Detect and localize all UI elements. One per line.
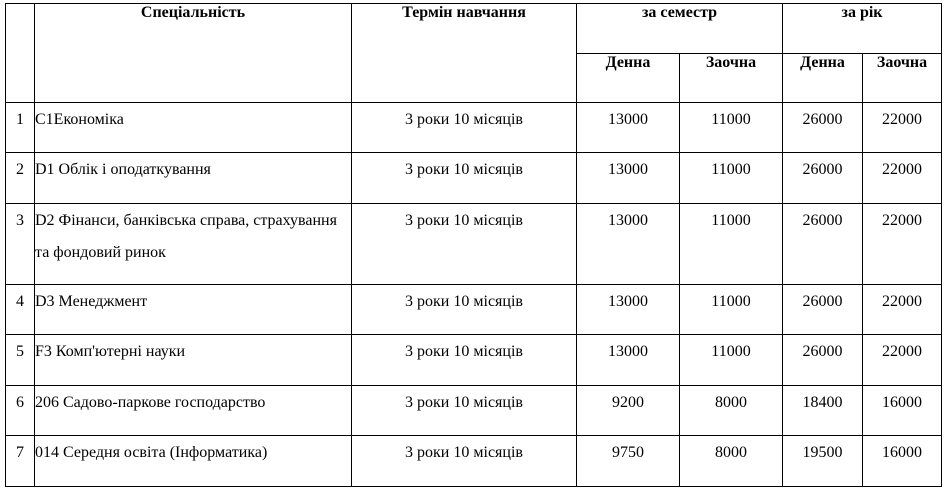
- table-row: [6, 103, 942, 153]
- row-year-day: 26000: [783, 103, 863, 153]
- row-year-extramural: 16000: [863, 436, 942, 487]
- row-semester-day: 13000: [577, 204, 680, 285]
- row-index: 6: [6, 386, 35, 436]
- row-term: 3 роки 10 місяців: [352, 204, 577, 285]
- header-specialty: Спеціальність: [35, 4, 352, 103]
- row-semester-extramural: 11000: [680, 204, 783, 285]
- row-semester-extramural: 11000: [680, 285, 783, 335]
- table-row: [6, 335, 942, 386]
- row-year-day: 26000: [783, 204, 863, 285]
- row-specialty: D2 Фінанси, банківська справа, страхування та фондовий ринок: [35, 204, 352, 285]
- table-row: [6, 204, 942, 285]
- row-year-day: 26000: [783, 285, 863, 335]
- row-specialty: F3 Комп'ютерні науки: [35, 335, 352, 386]
- row-term: 3 роки 10 місяців: [352, 103, 577, 153]
- row-year-day: 26000: [783, 153, 863, 204]
- row-index: 3: [6, 204, 35, 285]
- header-semester-extramural: Заочна: [680, 54, 783, 103]
- row-year-extramural: 16000: [863, 386, 942, 436]
- header-index: [6, 4, 35, 103]
- row-index: 1: [6, 103, 35, 153]
- table-row: [6, 436, 942, 487]
- row-semester-extramural: 8000: [680, 386, 783, 436]
- row-term: 3 роки 10 місяців: [352, 386, 577, 436]
- row-term: 3 роки 10 місяців: [352, 153, 577, 204]
- row-term: 3 роки 10 місяців: [352, 436, 577, 487]
- row-year-day: 26000: [783, 335, 863, 386]
- header-year-extramural: Заочна: [863, 54, 942, 103]
- row-specialty: C1Економіка: [35, 103, 352, 153]
- header-semester-day: Денна: [577, 54, 680, 103]
- table-row: [6, 386, 942, 436]
- row-year-extramural: 22000: [863, 103, 942, 153]
- row-specialty: D3 Менеджмент: [35, 285, 352, 335]
- row-year-day: 18400: [783, 386, 863, 436]
- row-year-extramural: 22000: [863, 153, 942, 204]
- row-index: 2: [6, 153, 35, 204]
- row-year-extramural: 22000: [863, 335, 942, 386]
- header-term: Термін навчання: [352, 4, 577, 103]
- row-semester-extramural: 11000: [680, 153, 783, 204]
- table-row: [6, 153, 942, 204]
- table-row: [6, 285, 942, 335]
- row-semester-extramural: 11000: [680, 103, 783, 153]
- row-semester-day: 13000: [577, 285, 680, 335]
- row-semester-day: 13000: [577, 335, 680, 386]
- row-year-extramural: 22000: [863, 204, 942, 285]
- row-semester-extramural: 11000: [680, 335, 783, 386]
- row-semester-day: 9750: [577, 436, 680, 487]
- tuition-table: [5, 3, 942, 487]
- row-year-day: 19500: [783, 436, 863, 487]
- row-year-extramural: 22000: [863, 285, 942, 335]
- header-per-year: за рік: [783, 4, 942, 54]
- row-semester-extramural: 8000: [680, 436, 783, 487]
- row-semester-day: 9200: [577, 386, 680, 436]
- header-per-semester: за семестр: [577, 4, 783, 54]
- row-index: 5: [6, 335, 35, 386]
- row-term: 3 роки 10 місяців: [352, 335, 577, 386]
- row-specialty: 014 Середня освіта (Інформатика): [35, 436, 352, 487]
- row-semester-day: 13000: [577, 103, 680, 153]
- row-term: 3 роки 10 місяців: [352, 285, 577, 335]
- row-semester-day: 13000: [577, 153, 680, 204]
- row-specialty: 206 Садово-паркове господарство: [35, 386, 352, 436]
- header-row-top: [6, 4, 942, 54]
- row-index: 4: [6, 285, 35, 335]
- header-year-day: Денна: [783, 54, 863, 103]
- row-specialty: D1 Облік і оподаткування: [35, 153, 352, 204]
- row-index: 7: [6, 436, 35, 487]
